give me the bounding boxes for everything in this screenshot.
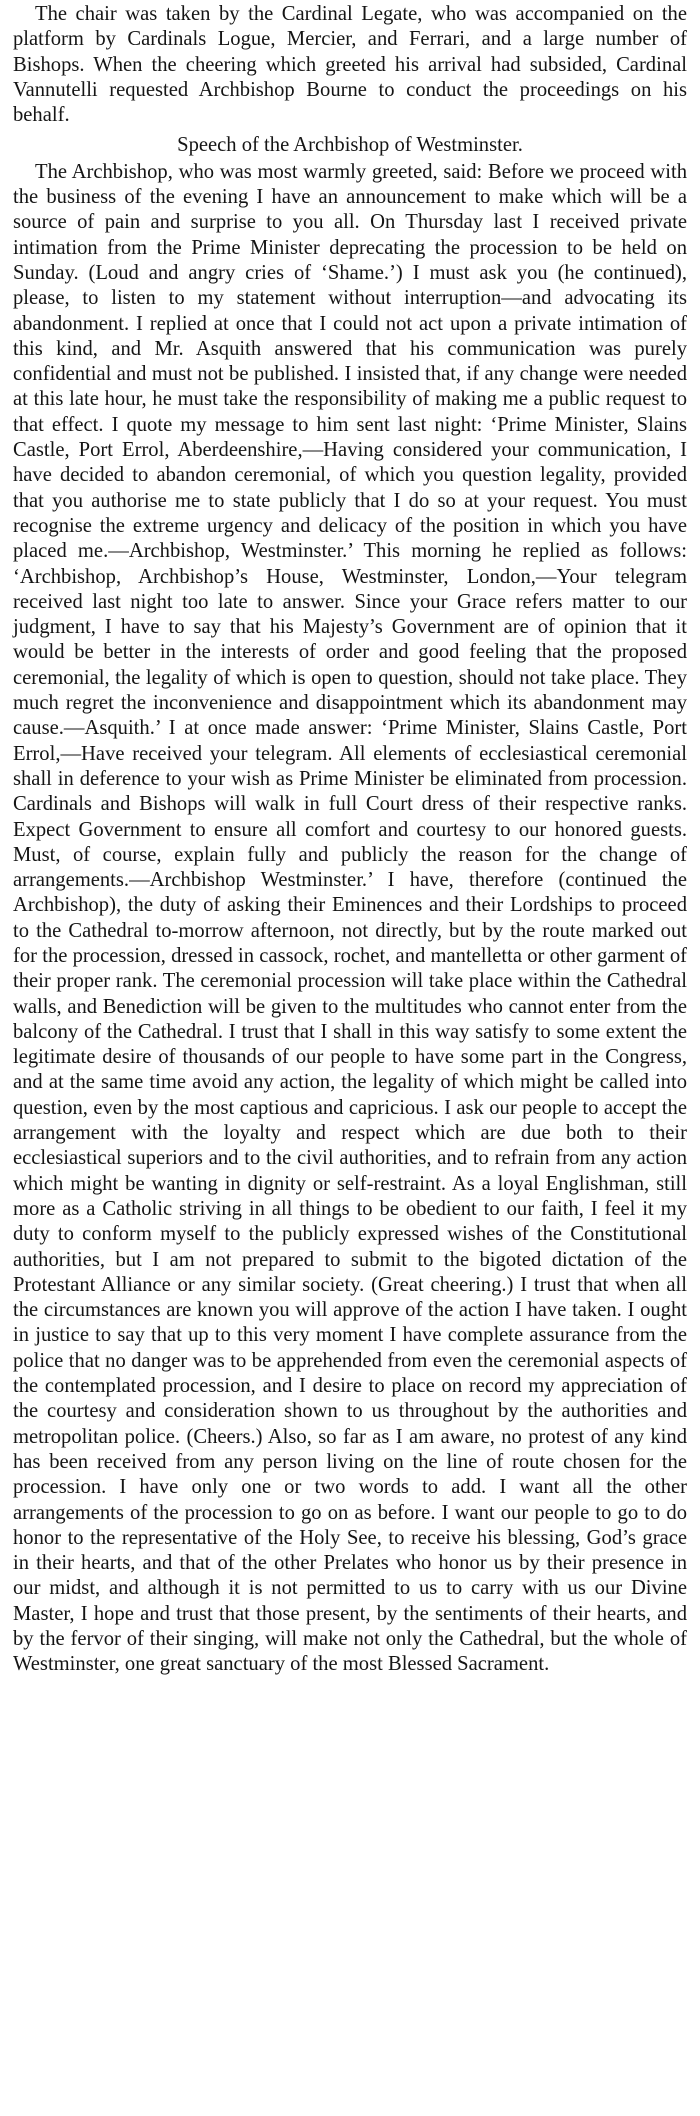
speech-paragraph: The Archbishop, who was most warmly greeted, said: Before we proceed with the business of the evening I have an announcement to make which will be a source of pain and surprise to you all. On Thursday last I received private intimation from the Prime Minister deprecating the procession to be held on Sunday. (Loud and angry cries of ‘Shame.’) I must ask you (he continued), please, to listen to my statement without interruption—and advocating its abandonment. I replied at once that I could not act upon a private intimation of this kind, and Mr. Asquith answered that his communication was purely confidential and must not be published. I insisted that, if any change were needed at this late hour, he must take the responsibility of making me a public request to that effect. I quote my message to him sent last night: ‘Prime Minister, Slains Castle, Port Errol, Aberdeenshire,—Having considered your communication, I have decided to abandon ceremonial, of which you question legality, provided that you authorise me to state publicly that I do so at your request. You must recognise the extreme urgency and delicacy of the position in which you have placed me.—Archbishop, Westminster.’ This morning he replied as follows: ‘Archbishop, Archbishop’s House, Westminster, London,—Your telegram received last night too late to answer. Since your Grace refers matter to our judgment, I have to say that his Majesty’s Government are of opinion that it would be better in the interests of order and good feeling that the proposed ceremonial, the legality of which is open to question, should not take place. They much regret the inconvenience and disappointment which its abandonment may cause.—Asquith.’ I at once made answer: ‘Prime Minister, Slains Castle, Port Errol,—Have received your telegram. All elements of ecclesiastical ceremonial shall in deference to your wish as Prime Minister be eliminated from procession. Cardinals and Bishops will walk in full Court dress of their respective ranks. Expect Government to ensure all comfort and courtesy to our honored guests. Must, of course, explain fully and publicly the reason for the change of arrangements.—Archbishop Westminster.’ I have, therefore (continued the Archbishop), the duty of asking their Eminences and their Lordships to proceed to the Cathedral to-morrow afternoon, not directly, but by the route marked out for the procession, dressed in cassock, rochet, and mantelletta or other garment of their proper rank. The ceremonial procession will take place within the Cathedral walls, and Benediction will be given to the multitudes who cannot enter from the balcony of the Cathedral. I trust that I shall in this way satisfy to some extent the legitimate desire of thousands of our people to have some part in the Congress, and at the same time avoid any action, the legality of which might be called into question, even by the most captious and capricious. I ask our people to accept the arrangement with the loyalty and respect which are due both to their ecclesiastical superiors and to the civil authorities, and to refrain from any action which might be wanting in dignity or self-restraint. As a loyal Englishman, still more as a Catholic striving in all things to be obedient to our faith, I feel it my duty to conform myself to the publicly expressed wishes of the Constitutional authorities, but I am not prepared to submit to the bigoted dictation of the Protestant Alliance or any similar society. (Great cheering.) I trust that when all the circumstances are known you will approve of the action I have taken. I ought in justice to say that up to this very moment I have complete assurance from the police that no danger was to be apprehended from even the ceremonial aspects of the contemplated procession, and I desire to place on record my appreciation of the courtesy and consideration shown to us throughout by the authorities and metropolitan police. (Cheers.) Also, so far as I am aware, no protest of any kind has been received from any person living on the line of route chosen for the procession. I have only one or two words to add. I want all the other arrangements of the procession to go on as before. I want our people to go to do honor to the representative of the Holy See, to receive his blessing, God’s grace in their hearts, and that of the other Prelates who honor us by their presence in our midst, and although it is not permitted to us to carry with us our Divine Master, I hope and trust that those present, by the sentiments of their hearts, and by the fervor of their singing, will make not only the Cathedral, but the whole of Westminster, one great sanctuary of the most Blessed Sacrament.: [13, 160, 687, 1676]
intro-paragraph: The chair was taken by the Cardinal Legate, who was accompanied on the platform by Cardinals Logue, Mercier, and Ferrari, and a large number of Bishops. When the cheering which greeted his arrival had subsided, Cardinal Vannutelli requested Archbishop Bourne to conduct the proceedings on his behalf.: [13, 3, 687, 127]
speech-heading: Speech of the Archbishop of Westminster.: [177, 134, 523, 157]
